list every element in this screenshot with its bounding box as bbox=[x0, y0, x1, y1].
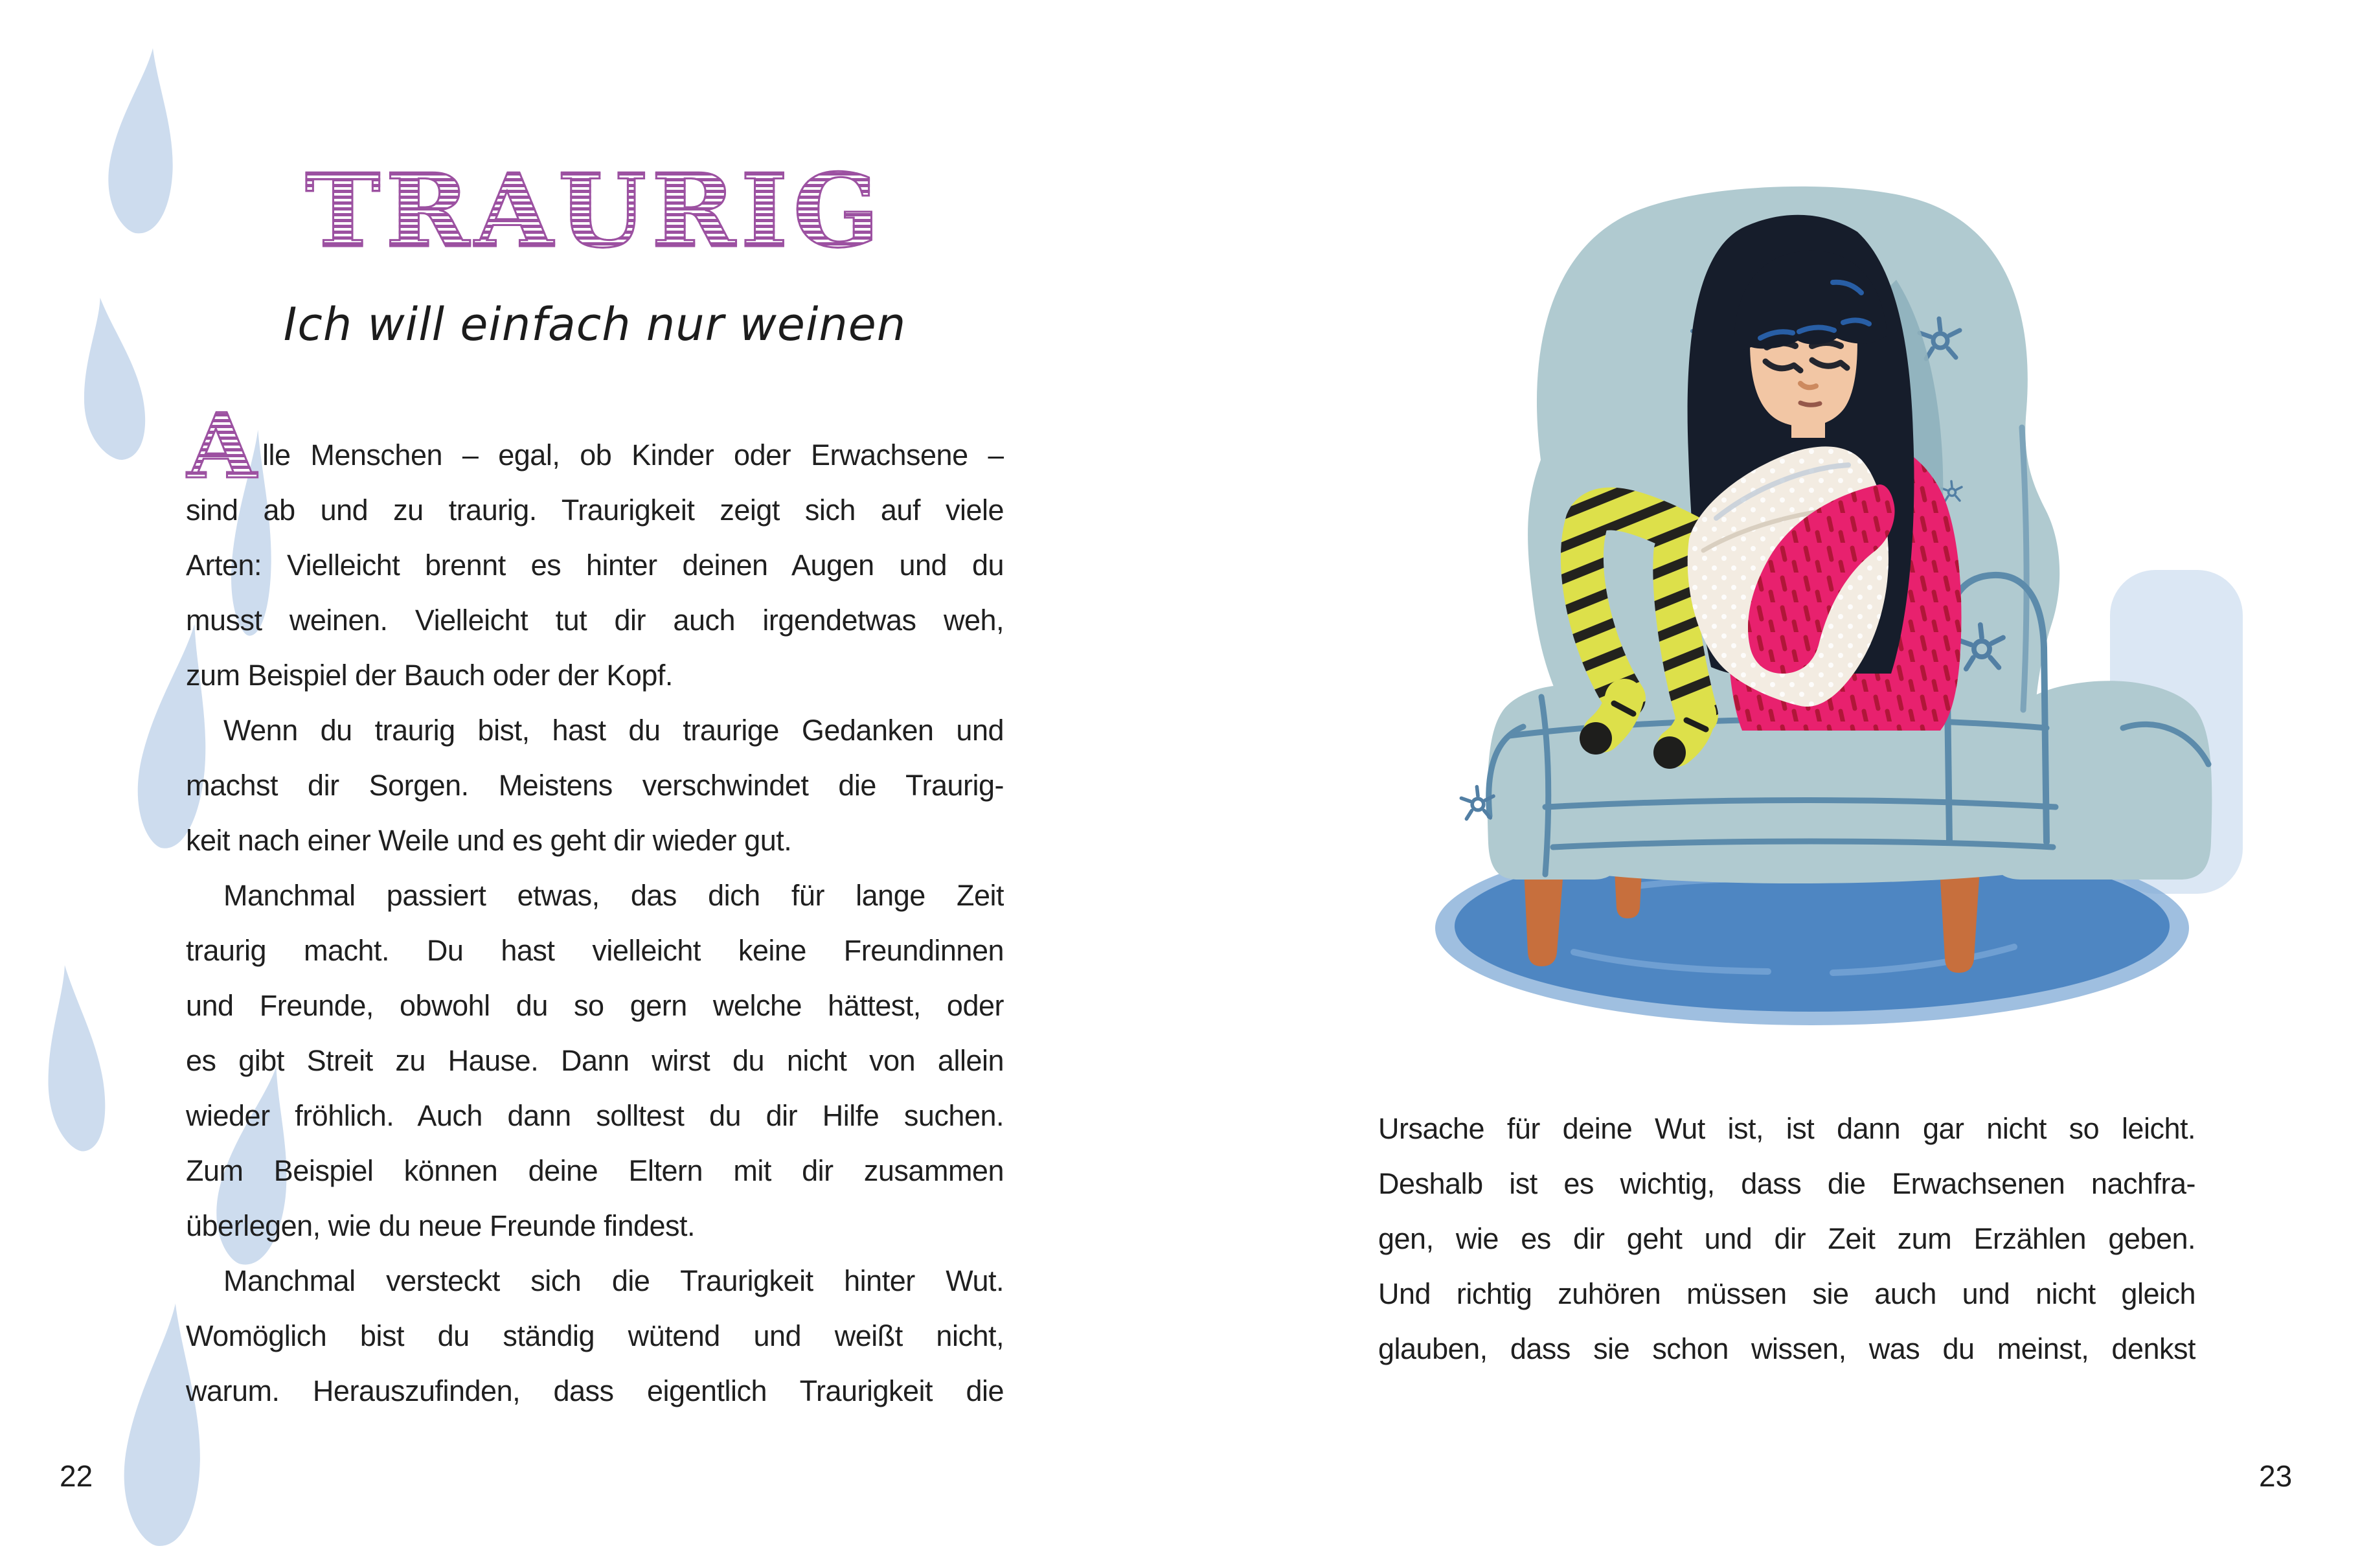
chapter-subtitle: Ich will einfach nur weinen bbox=[283, 298, 907, 351]
text-line: Arten: Vielleicht brennt es hinter deinen Augen und du bbox=[186, 549, 1004, 582]
drop-cap-letter: A bbox=[187, 393, 257, 499]
text-line: traurig macht. Du hast vielleicht keine Freundinnen bbox=[186, 934, 1004, 967]
teardrop-shape bbox=[32, 957, 114, 1159]
left-page-body-text bbox=[186, 427, 1004, 1418]
text-line: überlegen, wie du neue Freunde findest. bbox=[186, 1209, 696, 1242]
right-page-body-text bbox=[1378, 1101, 2195, 1376]
text-line: Ursache für deine Wut ist, ist dann gar nicht so leicht. bbox=[1378, 1112, 2195, 1145]
text-line: Und richtig zuhören müssen sie auch und nicht gleich bbox=[1378, 1277, 2195, 1310]
page-number-right: 23 bbox=[2259, 1459, 2293, 1493]
page-number-left: 22 bbox=[60, 1459, 93, 1493]
text-line: glauben, dass sie schon wissen, was du meinst, denkst bbox=[1378, 1332, 2195, 1365]
armchair-illustration bbox=[1379, 155, 2254, 1030]
text-line: sind ab und zu traurig. Traurigkeit zeigt sich auf viele bbox=[186, 494, 1004, 527]
text-line: lle Menschen – egal, ob Kinder oder Erwachsene – bbox=[262, 438, 1004, 472]
text-line: wieder fröhlich. Auch dann solltest du dir Hilfe suchen. bbox=[186, 1099, 1004, 1132]
text-line: und Freunde, obwohl du so gern welche hättest, oder bbox=[186, 989, 1004, 1022]
text-line: zum Beispiel der Bauch oder der Kopf. bbox=[186, 659, 673, 692]
text-line: Womöglich bist du ständig wütend und weißt nicht, bbox=[186, 1319, 1004, 1352]
teardrop-shape bbox=[96, 40, 191, 242]
teardrop-shape bbox=[65, 289, 155, 468]
text-line: Zum Beispiel können deine Eltern mit dir zusammen bbox=[186, 1154, 1004, 1187]
text-line: Deshalb ist es wichtig, dass die Erwachsenen nachfra- bbox=[1378, 1167, 2195, 1200]
chapter-title: TRAURIG bbox=[186, 161, 1004, 262]
text-line: keit nach einer Weile und es geht dir wieder gut. bbox=[186, 824, 792, 857]
text-line: Manchmal passiert etwas, das dich für lange Zeit bbox=[223, 879, 1004, 912]
text-line: machst dir Sorgen. Meistens verschwindet die Traurig- bbox=[186, 769, 1004, 802]
text-line: warum. Herauszufinden, dass eigentlich Traurigkeit die bbox=[186, 1374, 1004, 1407]
text-line: Wenn du traurig bist, hast du traurige Gedanken und bbox=[223, 714, 1004, 747]
text-line: gen, wie es dir geht und dir Zeit zum Erzählen geben. bbox=[1378, 1222, 2195, 1255]
text-line: es gibt Streit zu Hause. Dann wirst du nicht von allein bbox=[186, 1044, 1004, 1077]
text-line: musst weinen. Vielleicht tut dir auch irgendetwas weh, bbox=[186, 604, 1004, 637]
text-line: Manchmal versteckt sich die Traurigkeit hinter Wut. bbox=[223, 1264, 1004, 1297]
